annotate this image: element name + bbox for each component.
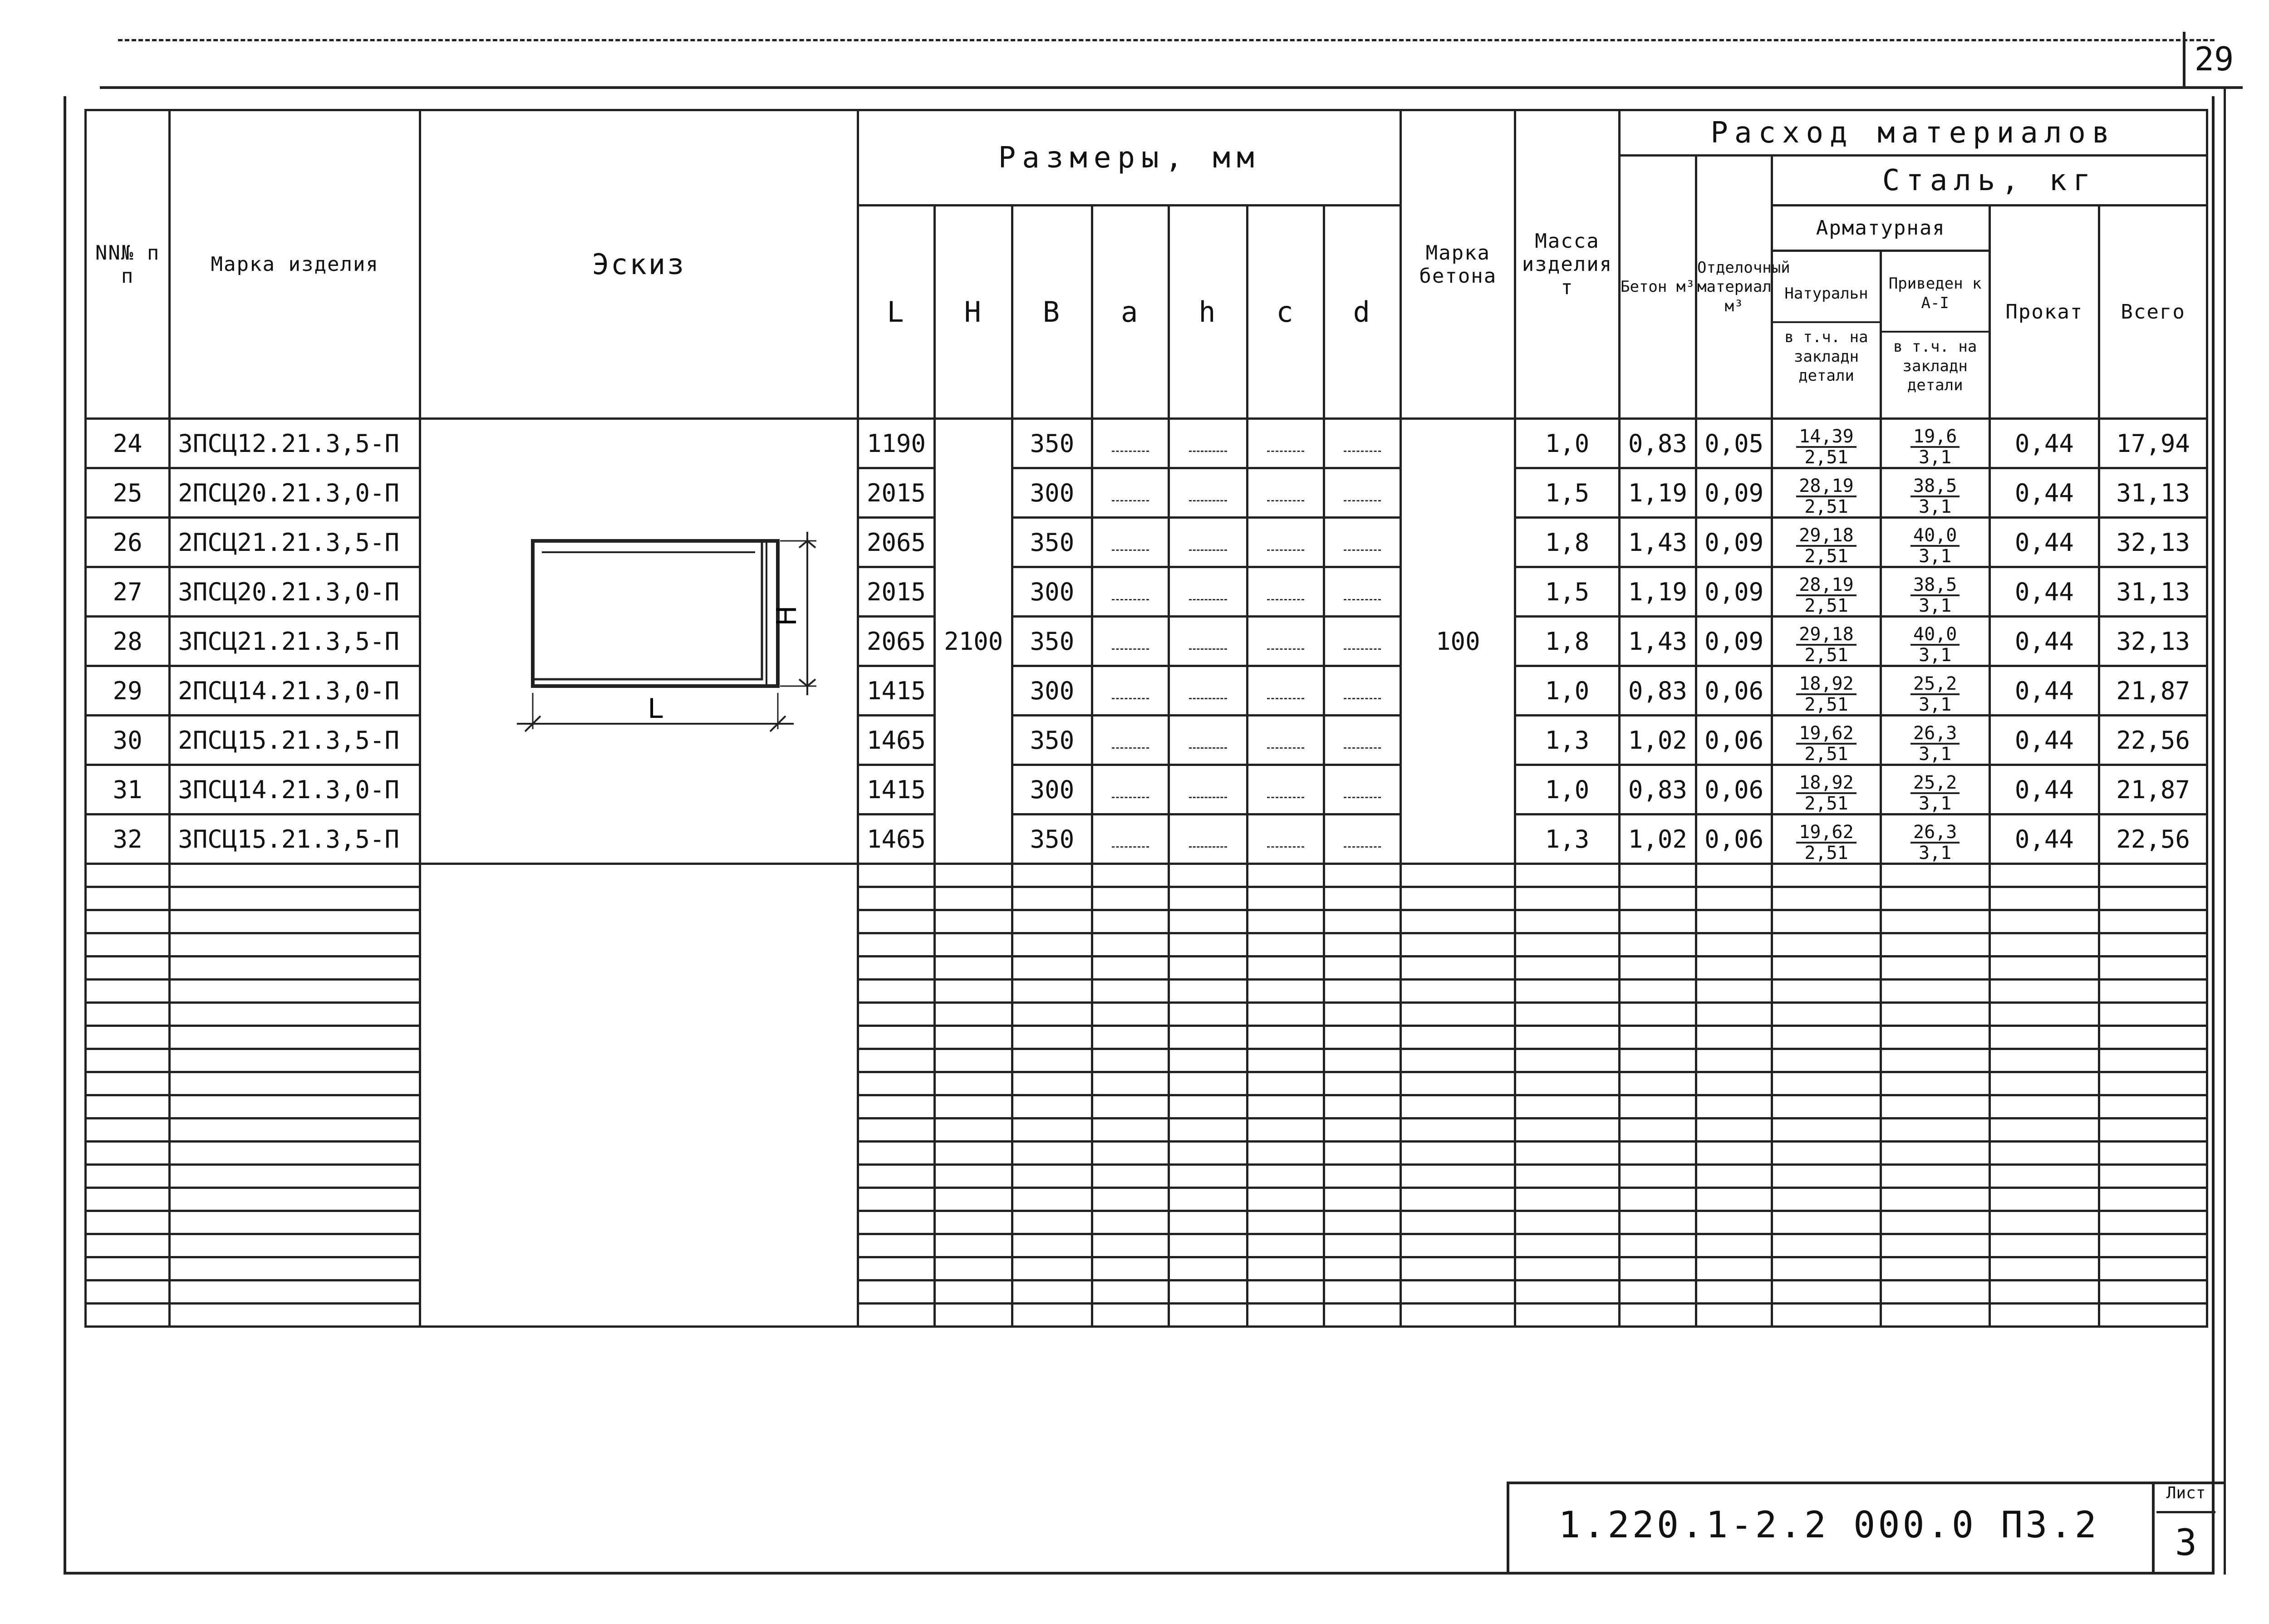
row-total: 32,13 xyxy=(2099,518,2207,567)
header-reduced xyxy=(1881,251,1989,419)
empty-row xyxy=(86,1072,2207,1095)
header-num: NN№ п п xyxy=(86,110,170,419)
row-d-empty xyxy=(1324,518,1401,567)
row-d-empty xyxy=(1324,419,1401,468)
row-c-empty xyxy=(1247,666,1324,716)
row-concrete: 1,02 xyxy=(1619,814,1696,864)
header-dim-b: B xyxy=(1012,206,1092,419)
row-mark: 3ПСЦ21.21.3,5-П xyxy=(170,617,420,666)
empty-row xyxy=(86,1142,2207,1165)
row-rolled: 0,44 xyxy=(1989,617,2099,666)
row-h-empty xyxy=(1169,419,1247,468)
row-natural xyxy=(1772,468,1881,518)
row-natural-value: 18,92 xyxy=(1796,674,1856,695)
top-border-line xyxy=(100,86,2215,89)
row-d-empty xyxy=(1324,814,1401,864)
row-a-empty xyxy=(1092,666,1169,716)
row-d-empty xyxy=(1324,765,1401,814)
header-rebar: Арматурная xyxy=(1772,206,1989,251)
empty-row xyxy=(86,1026,2207,1049)
row-total: 22,56 xyxy=(2099,716,2207,765)
header-dim-c: c xyxy=(1247,206,1324,419)
table-row xyxy=(86,419,2207,468)
row-a-empty xyxy=(1092,567,1169,617)
sheet-number: 3 xyxy=(2175,1521,2197,1564)
row-l: 1465 xyxy=(858,814,934,864)
row-mark: 3ПСЦ14.21.3,0-П xyxy=(170,765,420,814)
row-natural xyxy=(1772,814,1881,864)
header-mass: Масса изделия т xyxy=(1515,110,1620,419)
row-a-empty xyxy=(1092,468,1169,518)
shared-concrete-grade: 100 xyxy=(1401,419,1515,864)
row-mark: 3ПСЦ12.21.3,5-П xyxy=(170,419,420,468)
row-reduced-sub: 3,1 xyxy=(1919,793,1952,814)
row-total: 17,94 xyxy=(2099,419,2207,468)
shared-h: 2100 xyxy=(935,419,1012,864)
row-concrete: 1,43 xyxy=(1619,518,1696,567)
header-sketch: Эскиз xyxy=(420,110,858,419)
row-l: 2015 xyxy=(858,468,934,518)
table-row xyxy=(86,814,2207,864)
row-natural-sub: 2,51 xyxy=(1804,694,1848,715)
row-finish: 0,06 xyxy=(1696,765,1772,814)
row-d-empty xyxy=(1324,716,1401,765)
row-total: 32,13 xyxy=(2099,617,2207,666)
row-b: 350 xyxy=(1012,419,1092,468)
row-finish: 0,09 xyxy=(1696,518,1772,567)
row-b: 350 xyxy=(1012,617,1092,666)
row-natural-value: 19,62 xyxy=(1796,823,1856,844)
empty-row xyxy=(86,1095,2207,1119)
row-reduced-value: 25,2 xyxy=(1910,773,1960,794)
row-reduced xyxy=(1881,765,1989,814)
row-reduced-sub: 3,1 xyxy=(1919,595,1952,616)
row-finish: 0,09 xyxy=(1696,617,1772,666)
empty-row xyxy=(86,1119,2207,1142)
row-mass: 1,5 xyxy=(1515,468,1620,518)
row-mass: 1,5 xyxy=(1515,567,1620,617)
row-finish: 0,06 xyxy=(1696,666,1772,716)
row-b: 300 xyxy=(1012,468,1092,518)
header-natural-label: Натуральн xyxy=(1784,284,1868,303)
row-concrete: 1,19 xyxy=(1619,567,1696,617)
row-finish: 0,09 xyxy=(1696,567,1772,617)
row-num: 29 xyxy=(86,666,170,716)
row-c-empty xyxy=(1247,419,1324,468)
row-b: 350 xyxy=(1012,814,1092,864)
row-natural-sub: 2,51 xyxy=(1804,645,1848,666)
row-mass: 1,8 xyxy=(1515,617,1620,666)
row-rolled: 0,44 xyxy=(1989,716,2099,765)
empty-row xyxy=(86,957,2207,980)
empty-row xyxy=(86,1211,2207,1234)
empty-row xyxy=(86,1281,2207,1304)
header-materials: Расход материалов xyxy=(1619,110,2207,156)
right-border-line xyxy=(2224,86,2226,1575)
table-row xyxy=(86,617,2207,666)
empty-row xyxy=(86,1165,2207,1188)
row-mass: 1,3 xyxy=(1515,814,1620,864)
row-reduced-sub: 3,1 xyxy=(1919,645,1952,666)
row-l: 1415 xyxy=(858,765,934,814)
row-natural xyxy=(1772,765,1881,814)
row-d-empty xyxy=(1324,567,1401,617)
row-mark: 2ПСЦ21.21.3,5-П xyxy=(170,518,420,567)
row-h-empty xyxy=(1169,617,1247,666)
page-number: 29 xyxy=(2183,32,2243,89)
row-natural-sub: 2,51 xyxy=(1804,546,1848,567)
row-natural xyxy=(1772,419,1881,468)
row-finish: 0,06 xyxy=(1696,814,1772,864)
row-l: 1415 xyxy=(858,666,934,716)
row-reduced xyxy=(1881,617,1989,666)
row-l: 2065 xyxy=(858,617,934,666)
table-row xyxy=(86,666,2207,716)
header-finishing: Отделочный материал м³ xyxy=(1696,156,1772,419)
row-c-empty xyxy=(1247,468,1324,518)
row-total: 22,56 xyxy=(2099,814,2207,864)
sketch-length-label: L xyxy=(648,692,663,725)
row-a-empty xyxy=(1092,814,1169,864)
table-row xyxy=(86,468,2207,518)
row-mass: 1,3 xyxy=(1515,716,1620,765)
empty-row xyxy=(86,864,2207,887)
row-natural-value: 28,19 xyxy=(1796,476,1856,497)
row-reduced-value: 25,2 xyxy=(1910,674,1960,695)
row-a-empty xyxy=(1092,518,1169,567)
row-l: 1465 xyxy=(858,716,934,765)
row-reduced-value: 38,5 xyxy=(1910,575,1960,596)
row-natural-value: 29,18 xyxy=(1796,625,1856,646)
row-mass: 1,0 xyxy=(1515,666,1620,716)
row-b: 300 xyxy=(1012,567,1092,617)
header-rolled: Прокат xyxy=(1989,206,2099,419)
row-a-empty xyxy=(1092,617,1169,666)
row-num: 25 xyxy=(86,468,170,518)
row-num: 26 xyxy=(86,518,170,567)
row-natural-value: 18,92 xyxy=(1796,773,1856,794)
row-reduced-sub: 3,1 xyxy=(1919,843,1952,864)
row-d-empty xyxy=(1324,666,1401,716)
empty-sketch-cell xyxy=(420,864,858,1327)
empty-row xyxy=(86,910,2207,933)
row-concrete: 1,43 xyxy=(1619,617,1696,666)
row-natural-sub: 2,51 xyxy=(1804,744,1848,765)
header-natural-incl: в т.ч. на закладн детали xyxy=(1773,321,1880,386)
row-natural xyxy=(1772,567,1881,617)
row-reduced-value: 38,5 xyxy=(1910,476,1960,497)
row-b: 300 xyxy=(1012,765,1092,814)
empty-row xyxy=(86,1234,2207,1257)
row-natural xyxy=(1772,666,1881,716)
empty-row xyxy=(86,1304,2207,1327)
row-num: 28 xyxy=(86,617,170,666)
header-mark: Марка изделия xyxy=(170,110,420,419)
row-total: 31,13 xyxy=(2099,468,2207,518)
row-natural xyxy=(1772,617,1881,666)
row-reduced-sub: 3,1 xyxy=(1919,546,1952,567)
row-natural-sub: 2,51 xyxy=(1804,496,1848,517)
table-row xyxy=(86,716,2207,765)
sheet-label: Лист xyxy=(2156,1484,2215,1513)
row-c-empty xyxy=(1247,518,1324,567)
row-mark: 3ПСЦ15.21.3,5-П xyxy=(170,814,420,864)
materials-table xyxy=(84,109,2208,1328)
row-h-empty xyxy=(1169,666,1247,716)
row-reduced xyxy=(1881,666,1989,716)
header-dim-h-upper: H xyxy=(935,206,1012,419)
row-c-empty xyxy=(1247,617,1324,666)
panel-sketch xyxy=(422,439,856,838)
top-dashed-line xyxy=(118,39,2215,41)
row-natural-value: 29,18 xyxy=(1796,526,1856,547)
row-b: 350 xyxy=(1012,518,1092,567)
row-reduced xyxy=(1881,716,1989,765)
row-rolled: 0,44 xyxy=(1989,765,2099,814)
row-reduced xyxy=(1881,567,1989,617)
row-num: 30 xyxy=(86,716,170,765)
header-sizes: Размеры, мм xyxy=(858,110,1400,206)
row-finish: 0,05 xyxy=(1696,419,1772,468)
header-reduced-label: Приведен к А-I xyxy=(1888,275,1982,312)
row-total: 21,87 xyxy=(2099,765,2207,814)
row-reduced-value: 26,3 xyxy=(1910,823,1960,844)
row-c-empty xyxy=(1247,765,1324,814)
row-natural-value: 19,62 xyxy=(1796,724,1856,745)
row-c-empty xyxy=(1247,716,1324,765)
row-h-empty xyxy=(1169,567,1247,617)
row-reduced-sub: 3,1 xyxy=(1919,744,1952,765)
row-rolled: 0,44 xyxy=(1989,518,2099,567)
row-natural-sub: 2,51 xyxy=(1804,843,1848,864)
table-row xyxy=(86,518,2207,567)
row-reduced-sub: 3,1 xyxy=(1919,694,1952,715)
row-concrete: 0,83 xyxy=(1619,666,1696,716)
row-a-empty xyxy=(1092,419,1169,468)
row-l: 1190 xyxy=(858,419,934,468)
row-reduced xyxy=(1881,518,1989,567)
row-finish: 0,09 xyxy=(1696,468,1772,518)
empty-row xyxy=(86,1003,2207,1026)
row-reduced-value: 40,0 xyxy=(1910,625,1960,646)
empty-row xyxy=(86,933,2207,957)
header-reduced-incl: в т.ч. на закладн детали xyxy=(1882,331,1989,395)
document-code: 1.220.1-2.2 000.0 ПЗ.2 xyxy=(1558,1503,2099,1546)
row-num: 27 xyxy=(86,567,170,617)
empty-row xyxy=(86,1257,2207,1281)
row-reduced-value: 26,3 xyxy=(1910,724,1960,745)
row-h-empty xyxy=(1169,518,1247,567)
row-mark: 2ПСЦ14.21.3,0-П xyxy=(170,666,420,716)
row-mark: 2ПСЦ20.21.3,0-П xyxy=(170,468,420,518)
row-natural xyxy=(1772,716,1881,765)
row-reduced-value: 19,6 xyxy=(1910,427,1960,448)
row-h-empty xyxy=(1169,468,1247,518)
sketch-height-label: H xyxy=(771,605,803,626)
row-reduced-sub: 3,1 xyxy=(1919,496,1952,517)
row-mark: 3ПСЦ20.21.3,0-П xyxy=(170,567,420,617)
row-a-empty xyxy=(1092,765,1169,814)
row-num: 32 xyxy=(86,814,170,864)
header-dim-l: L xyxy=(858,206,934,419)
header-dim-d: d xyxy=(1324,206,1401,419)
row-d-empty xyxy=(1324,468,1401,518)
row-mark: 2ПСЦ15.21.3,5-П xyxy=(170,716,420,765)
row-rolled: 0,44 xyxy=(1989,419,2099,468)
empty-row xyxy=(86,980,2207,1003)
row-reduced xyxy=(1881,814,1989,864)
row-mass: 1,0 xyxy=(1515,419,1620,468)
row-reduced xyxy=(1881,419,1989,468)
header-steel: Сталь, кг xyxy=(1772,156,2207,206)
row-concrete: 0,83 xyxy=(1619,419,1696,468)
row-h-empty xyxy=(1169,765,1247,814)
row-b: 350 xyxy=(1012,716,1092,765)
row-reduced-sub: 3,1 xyxy=(1919,447,1952,468)
row-natural-sub: 2,51 xyxy=(1804,793,1848,814)
row-total: 21,87 xyxy=(2099,666,2207,716)
header-concrete: Бетон м³ xyxy=(1619,156,1696,419)
row-num: 24 xyxy=(86,419,170,468)
row-concrete: 0,83 xyxy=(1619,765,1696,814)
row-concrete: 1,19 xyxy=(1619,468,1696,518)
row-h-empty xyxy=(1169,716,1247,765)
row-h-empty xyxy=(1169,814,1247,864)
table-row xyxy=(86,765,2207,814)
row-reduced xyxy=(1881,468,1989,518)
row-mass: 1,0 xyxy=(1515,765,1620,814)
row-natural-sub: 2,51 xyxy=(1804,447,1848,468)
row-rolled: 0,44 xyxy=(1989,468,2099,518)
sketch-cell xyxy=(420,419,858,864)
table-row xyxy=(86,567,2207,617)
header-dim-a: a xyxy=(1092,206,1169,419)
header-dim-h-lower: h xyxy=(1169,206,1247,419)
row-finish: 0,06 xyxy=(1696,716,1772,765)
row-mass: 1,8 xyxy=(1515,518,1620,567)
row-rolled: 0,44 xyxy=(1989,666,2099,716)
row-rolled: 0,44 xyxy=(1989,567,2099,617)
header-concrete-grade: Марка бетона xyxy=(1401,110,1515,419)
row-natural xyxy=(1772,518,1881,567)
row-natural-value: 14,39 xyxy=(1796,427,1856,448)
row-total: 31,13 xyxy=(2099,567,2207,617)
empty-row xyxy=(86,1188,2207,1211)
row-c-empty xyxy=(1247,567,1324,617)
row-rolled: 0,44 xyxy=(1989,814,2099,864)
row-natural-value: 28,19 xyxy=(1796,575,1856,596)
row-natural-sub: 2,51 xyxy=(1804,595,1848,616)
row-a-empty xyxy=(1092,716,1169,765)
row-c-empty xyxy=(1247,814,1324,864)
empty-row xyxy=(86,1049,2207,1072)
empty-row xyxy=(86,887,2207,910)
row-l: 2065 xyxy=(858,518,934,567)
row-concrete: 1,02 xyxy=(1619,716,1696,765)
header-total: Всего xyxy=(2099,206,2207,419)
row-num: 31 xyxy=(86,765,170,814)
row-d-empty xyxy=(1324,617,1401,666)
row-b: 300 xyxy=(1012,666,1092,716)
row-l: 2015 xyxy=(858,567,934,617)
row-reduced-value: 40,0 xyxy=(1910,526,1960,547)
